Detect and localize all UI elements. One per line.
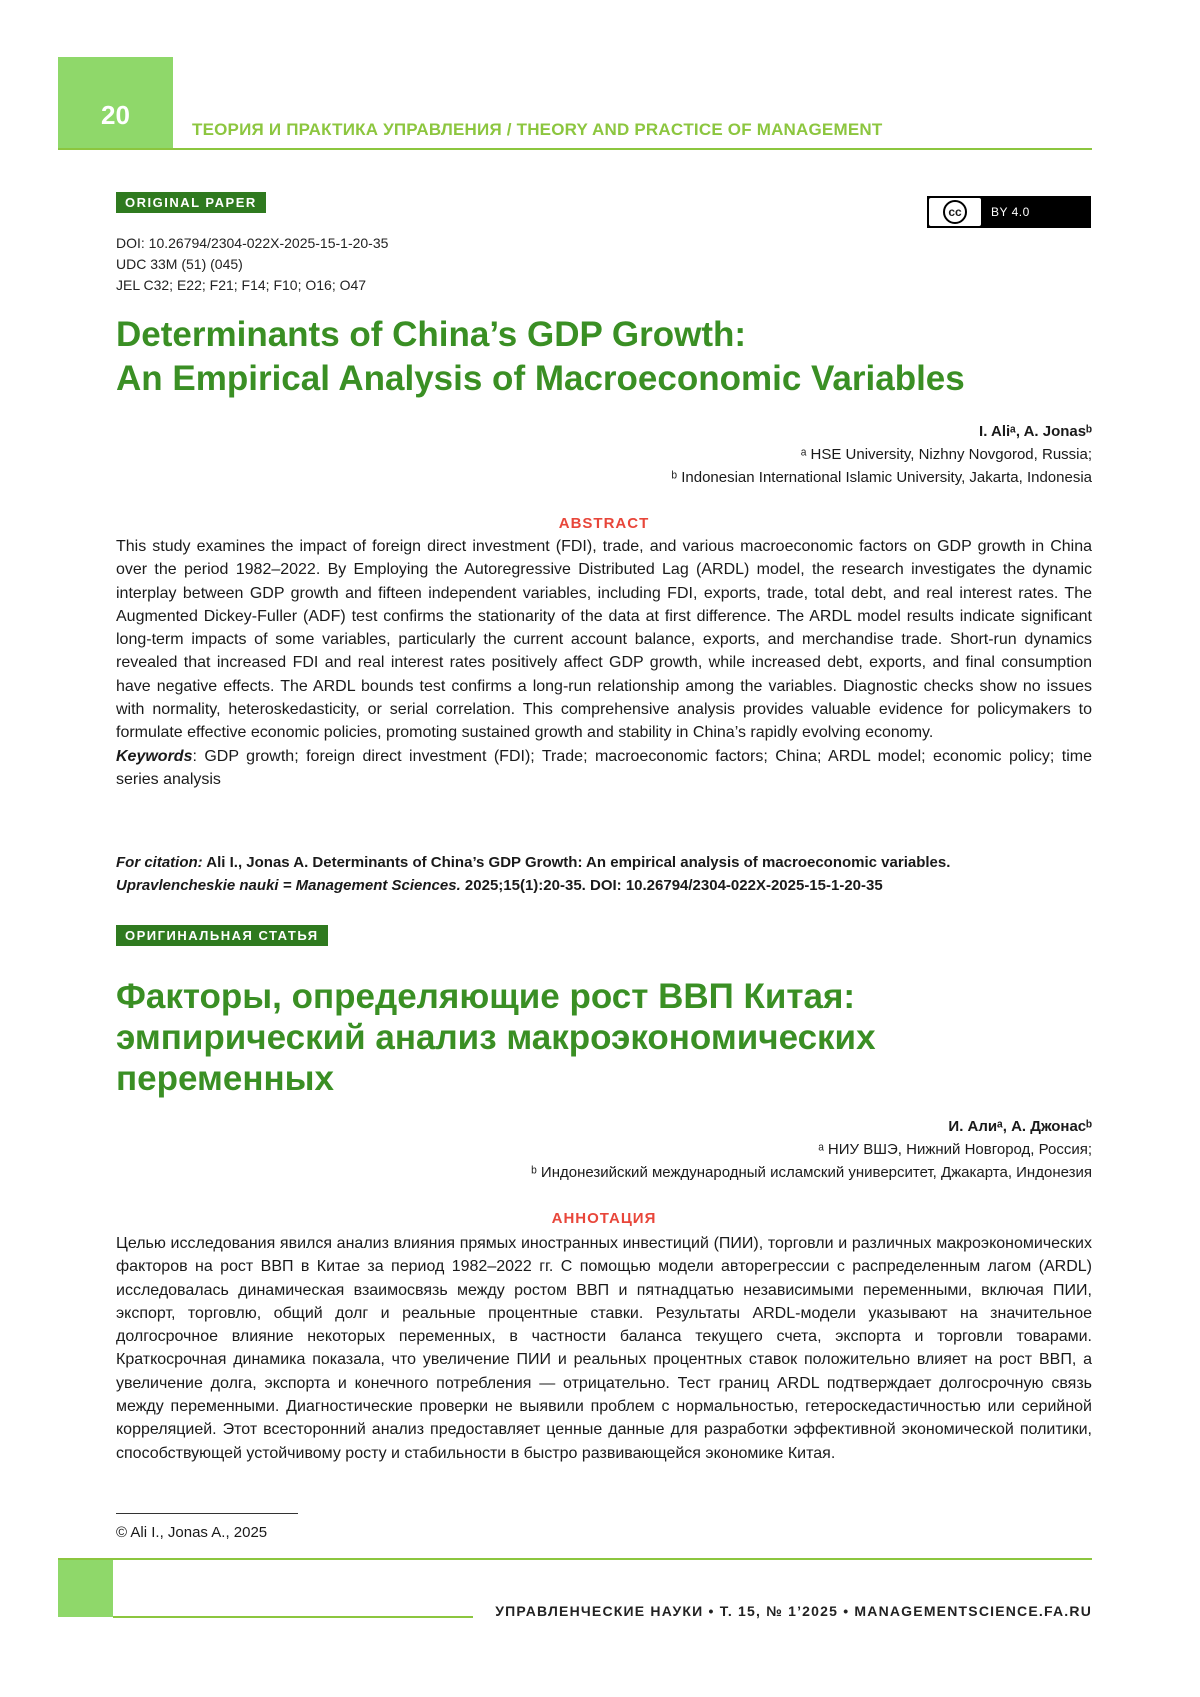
title-en-line1: Determinants of China’s GDP Growth: [116, 315, 747, 354]
affiliation-en-a: ᵃ HSE University, Nizhny Novgorod, Russia; [800, 446, 1092, 463]
authors-ru: И. Алиᵃ, А. Джонасᵇ [948, 1118, 1092, 1135]
affiliation-ru-b: ᵇ Индонезийский международный исламский университет, Джакарта, Индонезия [531, 1164, 1092, 1181]
page-number: 20 [101, 100, 130, 130]
abstract-en-text [116, 535, 1092, 791]
doi[interactable]: DOI: 10.26794/2304-022X-2025-15-1-20-35 [116, 235, 389, 251]
footer-rule-bottom [113, 1616, 473, 1618]
header-rule [58, 148, 1092, 150]
cc-license-badge[interactable] [927, 196, 1091, 228]
abstract-en-body: This study examines the impact of foreign direct investment (FDI), trade, and various macroeconomic factors on GDP growth in China over the period 1982–2022. By Employing the Autoregressive Distributed Lag (ARDL) model, the research investigates the dynamic interplay between GDP growth and fifteen independent variables, including FDI, exports, trade, total debt, and real interest rates. The Augmented Dickey-Fuller (ADF) test confirms the stationarity of the data at first difference. The ARDL model results indicate significant long-term impacts of some variables, particularly the current account balance, exports, and merchandise trade. Short-run dynamics revealed that increased FDI and real interest rates positively affect GDP growth, while increased debt, exports, and final consumption have negative effects. The ARDL bounds test confirms a long-run relationship among the variables. Diagnostic checks show no issues with normality, heteroskedasticity, or serial correlation. This comprehensive analysis provides valuable evidence for policymakers to formulate effective economic policies, promoting sustained growth and stability in China’s rapidly evolving economy. [116, 538, 1092, 742]
cc-circle-icon: cc [943, 200, 967, 224]
keywords-label: Keywords [116, 747, 193, 765]
affiliation-en-b: ᵇ Indonesian International Islamic University, Jakarta, Indonesia [671, 469, 1092, 486]
title-en [116, 313, 965, 401]
authors-en: I. Aliᵃ, A. Jonasᵇ [979, 423, 1092, 440]
abstract-ru-heading: АННОТАЦИЯ [551, 1210, 657, 1227]
article-meta [116, 233, 388, 296]
footnote-rule [116, 1513, 298, 1514]
keywords-en [116, 745, 1092, 792]
copyright: © Ali I., Jonas A., 2025 [116, 1524, 268, 1541]
journal-running-title: ТЕОРИЯ И ПРАКТИКА УПРАВЛЕНИЯ / THEORY AND PRACTICE OF MANAGEMENT [192, 120, 883, 139]
title-ru-line2: эмпирический анализ макроэкономических [116, 1018, 876, 1057]
footer-green-box [58, 1560, 113, 1617]
authors-en-block [671, 420, 1092, 489]
citation-details: 2025;15(1):20-35. DOI: 10.26794/2304-022X-2025-15-1-20-35 [460, 877, 883, 894]
cc-logo-icon [929, 198, 981, 226]
citation-block [116, 851, 1092, 897]
citation-label: For citation: [116, 854, 203, 871]
citation-authors-title: Ali I., Jonas A. Determinants of China’s GDP Growth: An empirical analysis of macroeconomic variables. [202, 854, 951, 871]
abstract-ru-text: Целью исследования явился анализ влияния прямых иностранных инвестиций (ПИИ), торговли и различных макроэкономических факторов на рост ВВП в Китае за период 1982–2022 гг. С помощью модели авторегрессии с распределенным лагом (ARDL) исследовалась динамическая взаимосвязь между ростом ВВП и пятнадцатью независимыми переменными, включая ПИИ, экспорт, торговлю, общий долг и реальные процентные ставки. Результаты ARDL-модели указывают на значительное долгосрочное влияние некоторых переменных, в частности баланса текущего счета, экспорта и торговли товарами. Краткосрочная динамика показала, что увеличение ПИИ и реальных процентных ставок положительно влияет на рост ВВП, а увеличение долга, экспорта и конечного потребления — отрицательно. Тест границ ARDL подтверждает долгосрочную связь между переменными. Диагностические проверки не выявили проблем с нормальностью, гетероскедастичностью или серийной корреляцией. Этот всесторонний анализ предоставляет ценные данные для разработки эффективной экономической политики, способствующей устойчивому росту и стабильности в быстро развивающейся экономике Китая. [116, 1235, 1092, 1462]
footer-rule-top [58, 1558, 1092, 1560]
citation-journal: Upravlencheskie nauki = Management Sciences. [116, 877, 461, 894]
authors-ru-block [531, 1115, 1092, 1184]
title-en-line2: An Empirical Analysis of Macroeconomic Variables [116, 359, 965, 398]
jel-codes: JEL C32; E22; F21; F14; F10; O16; O47 [116, 277, 367, 293]
title-ru-line3: переменных [116, 1059, 334, 1098]
abstract-en-heading: ABSTRACT [558, 515, 650, 532]
affiliation-ru-a: ᵃ НИУ ВШЭ, Нижний Новгород, Россия; [818, 1141, 1092, 1158]
footer-journal-info: УПРАВЛЕНЧЕСКИЕ НАУКИ • Т. 15, № 1’2025 • MANAGEMENTSCIENCE.FA.RU [495, 1603, 1092, 1619]
udc: UDC 33M (51) (045) [116, 256, 243, 272]
title-ru-line1: Факторы, определяющие рост ВВП Китая: [116, 977, 856, 1016]
article-type-tag-ru: ОРИГИНАЛЬНАЯ СТАТЬЯ [116, 925, 328, 946]
article-type-tag-en: ORIGINAL PAPER [116, 192, 266, 213]
license-label: BY 4.0 [991, 205, 1030, 219]
title-ru [116, 976, 876, 1099]
keywords-list: : GDP growth; foreign direct investment (FDI); Trade; macroeconomic factors; China; ARDL model; economic policy; time series analysis [116, 747, 1092, 788]
